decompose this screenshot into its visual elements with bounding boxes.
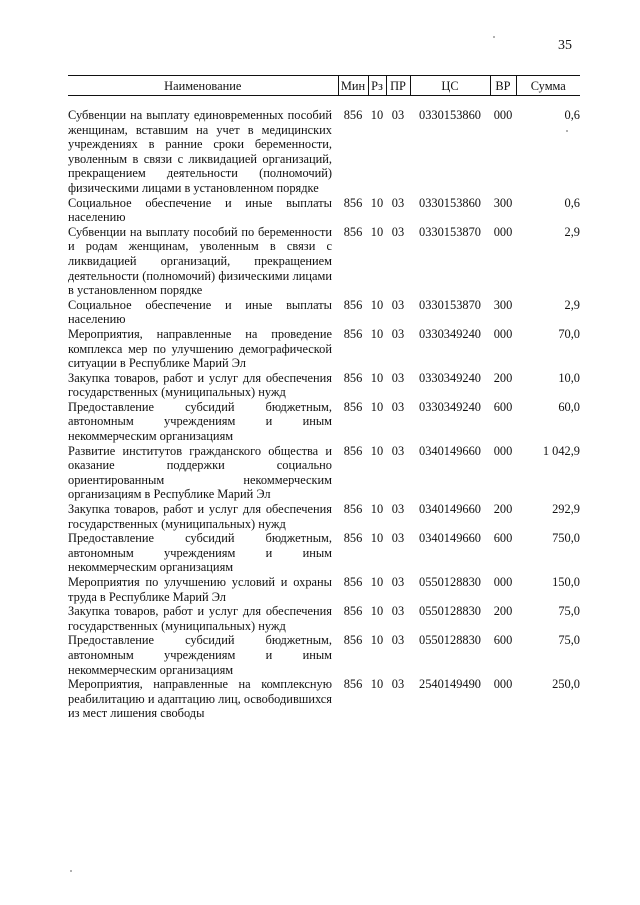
row-rz: 10 — [370, 297, 384, 312]
row-rz: 10 — [370, 502, 384, 517]
row-cs: 0550128830 — [419, 633, 481, 648]
budget-table — [68, 75, 580, 721]
row-vr: 600 — [493, 531, 513, 546]
row-pr: 03 — [391, 297, 405, 312]
row-rz: 10 — [370, 326, 384, 341]
row-pr: 03 — [391, 370, 405, 385]
row-min: 856 — [343, 502, 363, 517]
row-rz: 10 — [370, 443, 384, 458]
row-vr: 000 — [493, 575, 513, 589]
row-name: Закупка товаров, работ и услуг для обеспечения государственных (муниципальных) нужд — [68, 604, 332, 633]
table-row — [68, 444, 580, 502]
row-pr: 03 — [391, 531, 405, 546]
row-name: Предоставление субсидий бюджетным, автономным учреждениям и иным некоммерческим организациям — [68, 399, 332, 444]
row-pr: 03 — [391, 502, 405, 517]
table-body — [68, 96, 580, 721]
header-pr: ПР — [386, 76, 410, 96]
row-vr: 300 — [493, 195, 513, 210]
row-name: Развитие институтов гражданского общества и оказание поддержки социально ориентированным некоммерческим организациям в Республике Марий Эл — [68, 443, 332, 502]
row-vr: 200 — [493, 604, 513, 619]
table-row — [68, 196, 580, 225]
table-row — [68, 677, 580, 721]
row-name: Субвенции на выплату пособий по беременности и родам женщинам, уволенным в связи с ликвидацией организаций, прекращением деятельности (полномочий) физическими лицами в установленном порядке — [68, 224, 332, 298]
row-sum: 150,0 — [552, 575, 580, 589]
row-cs: 2540149490 — [419, 677, 481, 692]
row-name: Мероприятия по улучшению условий и охраны труда в Республике Марий Эл — [68, 575, 332, 604]
row-name: Закупка товаров, работ и услуг для обеспечения государственных (муниципальных) нужд — [68, 502, 332, 531]
row-name: Социальное обеспечение и иные выплаты населению — [68, 195, 332, 225]
row-rz: 10 — [370, 531, 384, 546]
row-min: 856 — [343, 633, 363, 648]
row-cs: 0330153870 — [419, 297, 481, 312]
row-name: Предоставление субсидий бюджетным, автономным учреждениям и иным некоммерческим организациям — [68, 633, 332, 677]
row-sum: 10,0 — [558, 370, 580, 385]
row-name: Социальное обеспечение и иные выплаты населению — [68, 297, 332, 327]
row-rz: 10 — [370, 677, 384, 692]
row-cs: 0550128830 — [419, 575, 481, 589]
row-cs: 0330349240 — [419, 326, 481, 341]
row-vr: 200 — [493, 502, 513, 517]
row-sum: 750,0 — [552, 531, 580, 546]
row-cs: 0550128830 — [419, 604, 481, 619]
row-min: 856 — [343, 297, 363, 312]
row-pr: 03 — [391, 108, 405, 122]
scan-speck — [70, 870, 72, 872]
row-min: 856 — [343, 370, 363, 385]
row-cs: 0330153860 — [419, 195, 481, 210]
row-cs: 0330153870 — [419, 224, 481, 239]
row-rz: 10 — [370, 370, 384, 385]
row-pr: 03 — [391, 326, 405, 341]
row-rz: 10 — [370, 633, 384, 648]
row-min: 856 — [343, 677, 363, 692]
row-sum: 75,0 — [558, 604, 580, 619]
row-pr: 03 — [391, 224, 405, 239]
row-vr: 000 — [493, 443, 513, 458]
row-pr: 03 — [391, 633, 405, 648]
row-vr: 000 — [493, 108, 513, 122]
table-row — [68, 400, 580, 444]
row-sum: 70,0 — [558, 326, 580, 341]
row-cs: 0330153860 — [419, 108, 481, 122]
row-min: 856 — [343, 108, 363, 122]
row-rz: 10 — [370, 604, 384, 619]
row-vr: 300 — [493, 297, 513, 312]
row-vr: 000 — [493, 326, 513, 341]
table-row — [68, 502, 580, 531]
row-sum: 0,6 — [564, 108, 580, 122]
row-rz: 10 — [370, 108, 384, 122]
row-min: 856 — [343, 224, 363, 239]
row-rz: 10 — [370, 195, 384, 210]
row-sum: 292,9 — [552, 502, 580, 517]
row-name: Мероприятия, направленные на проведение комплекса мер по улучшению демографической ситуации в Республике Марий Эл — [68, 326, 332, 371]
table-row — [68, 298, 580, 327]
scan-speck — [566, 130, 568, 132]
row-vr: 600 — [493, 633, 513, 648]
scan-speck — [493, 36, 495, 38]
header-sum: Сумма — [516, 76, 580, 96]
budget-table-container — [68, 75, 580, 721]
row-name: Предоставление субсидий бюджетным, автономным учреждениям и иным некоммерческим организациям — [68, 531, 332, 575]
row-min: 856 — [343, 531, 363, 546]
table-row — [68, 371, 580, 400]
header-vr: ВР — [490, 76, 516, 96]
table-header-row — [68, 76, 580, 96]
row-rz: 10 — [370, 224, 384, 239]
row-vr: 000 — [493, 677, 513, 692]
table-row — [68, 96, 580, 196]
header-rz: Рз — [368, 76, 386, 96]
row-pr: 03 — [391, 604, 405, 619]
header-cs: ЦС — [410, 76, 490, 96]
table-row — [68, 225, 580, 298]
row-name: Закупка товаров, работ и услуг для обеспечения государственных (муниципальных) нужд — [68, 370, 332, 400]
row-pr: 03 — [391, 677, 405, 692]
row-vr: 200 — [493, 370, 513, 385]
row-min: 856 — [343, 399, 363, 414]
row-vr: 600 — [493, 399, 513, 414]
row-pr: 03 — [391, 443, 405, 458]
row-cs: 0330349240 — [419, 399, 481, 414]
table-row — [68, 575, 580, 604]
row-name: Мероприятия, направленные на комплексную реабилитацию и адаптацию лиц, освободившихся из мест лишения свободы — [68, 677, 332, 721]
table-row — [68, 327, 580, 371]
row-cs: 0340149660 — [419, 443, 481, 458]
row-sum: 250,0 — [552, 677, 580, 692]
row-cs: 0340149660 — [419, 502, 481, 517]
table-row — [68, 633, 580, 677]
row-min: 856 — [343, 575, 363, 589]
header-name: Наименование — [68, 76, 338, 96]
header-min: Мин — [338, 76, 368, 96]
row-cs: 0330349240 — [419, 370, 481, 385]
row-min: 856 — [343, 195, 363, 210]
row-cs: 0340149660 — [419, 531, 481, 546]
row-sum: 75,0 — [558, 633, 580, 648]
row-sum: 0,6 — [564, 195, 580, 210]
row-min: 856 — [343, 443, 363, 458]
row-sum: 1 042,9 — [542, 443, 580, 458]
row-sum: 2,9 — [564, 224, 580, 239]
row-min: 856 — [343, 326, 363, 341]
row-sum: 60,0 — [558, 399, 580, 414]
row-rz: 10 — [370, 575, 384, 589]
row-min: 856 — [343, 604, 363, 619]
row-pr: 03 — [391, 195, 405, 210]
page-number: 35 — [558, 38, 572, 53]
row-vr: 000 — [493, 224, 513, 239]
row-pr: 03 — [391, 575, 405, 589]
row-rz: 10 — [370, 399, 384, 414]
row-name: Субвенции на выплату единовременных пособий женщинам, вставшим на учет в медицинских учреждениях в ранние сроки беременности, уволенным в связи с ликвидацией организаций, прекращением деятельности (полномочий) физическими лицами в установленном порядке — [68, 108, 332, 195]
table-row — [68, 604, 580, 633]
row-sum: 2,9 — [564, 297, 580, 312]
table-row — [68, 531, 580, 575]
row-pr: 03 — [391, 399, 405, 414]
